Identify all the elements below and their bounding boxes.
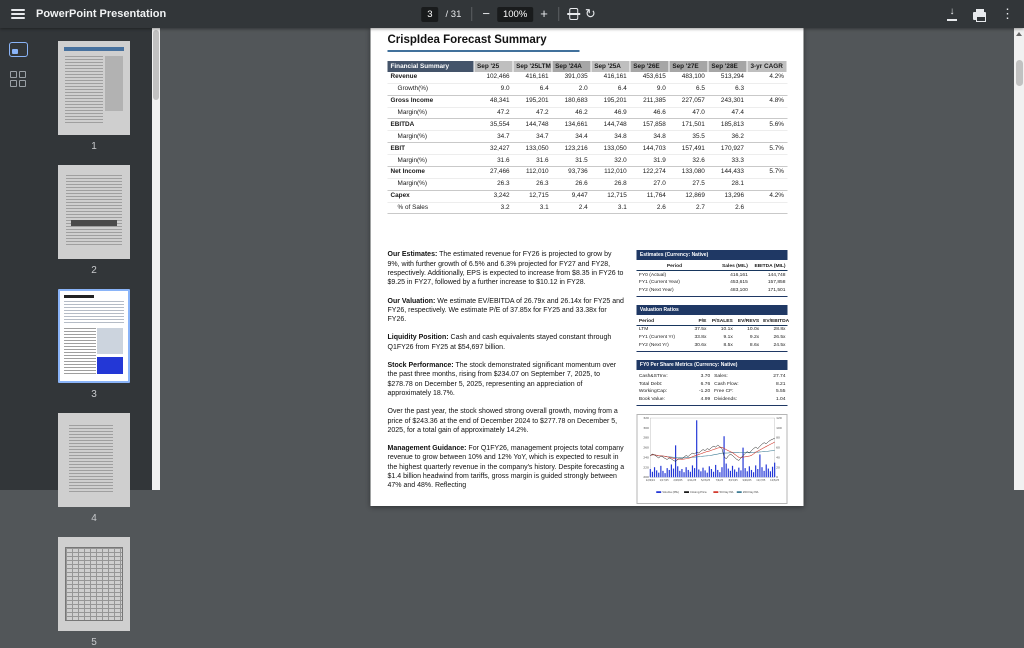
- svg-text:120: 120: [776, 416, 783, 421]
- scroll-up-arrow-icon[interactable]: [1016, 32, 1022, 36]
- fin-row: EBITDA 35,554 144,748 134,661 144,748 157,858 171,501 185,813 5.6%: [388, 119, 788, 131]
- side-table-row: FY2 (Next Yr) 30.6x 8.5x 8.6x 24.5x: [638, 342, 786, 348]
- valuation-ratios-table: [637, 305, 788, 352]
- toolbar-right: [946, 6, 1014, 22]
- document-viewer: [160, 28, 1014, 495]
- side-col-header: Period: [637, 318, 682, 326]
- side-table-row: Book Value: 4.99 Dividends: 1.04: [638, 397, 786, 403]
- svg-text:12/5/25: 12/5/25: [770, 479, 780, 483]
- valuation-ratios-header: Valuation Ratios: [637, 305, 788, 315]
- fin-row: Margin(%) 47.2 47.2 46.2 46.9 46.6 47.0 47.4: [388, 107, 788, 119]
- side-col-header: P/SALES: [708, 318, 734, 326]
- toolbar-divider: [471, 7, 472, 21]
- fin-col-header: Sep '28E: [708, 61, 747, 72]
- svg-text:100: 100: [776, 426, 783, 431]
- sidebar-icon-strip: [0, 28, 36, 490]
- analysis-paragraph: Our Valuation: We estimate EV/EBITDA of 26.79x and 26.14x for FY25 and FY26, respectively. We estimate P/E of 37.85x for FY25 and 33.38x for FY26.: [387, 297, 624, 324]
- fin-col-header: Sep '26E: [630, 61, 669, 72]
- svg-text:1/17/25: 1/17/25: [659, 479, 670, 483]
- download-icon[interactable]: ↓: [946, 7, 958, 21]
- fin-row: Margin(%) 34.7 34.7 34.4 34.8 34.8 35.5 36.2: [388, 131, 788, 143]
- side-table-row: FY2 (Next Year) 483,100 171,501: [638, 287, 786, 293]
- side-col-header: Sales (MIL): [712, 263, 750, 271]
- thumbnail-number: 4: [91, 513, 97, 524]
- svg-text:9/26/25: 9/26/25: [742, 479, 752, 483]
- grid-view-icon[interactable]: [7, 70, 29, 88]
- stock-price-chart: [638, 415, 786, 498]
- toolbar-center: [421, 7, 596, 22]
- svg-text:7/4/25: 7/4/25: [715, 479, 724, 483]
- thumbnails-view-icon[interactable]: [7, 40, 29, 58]
- print-icon[interactable]: [973, 12, 986, 20]
- thumbnail-panel: [36, 28, 152, 648]
- estimates-table-header: Estimates (Currency: Native): [637, 250, 788, 260]
- fin-col-header: Sep '25LTM: [513, 61, 552, 72]
- side-table-row: FY1 (Current Yr) 33.8x 9.1x 9.2x 26.5x: [638, 335, 786, 341]
- document-title: PowerPoint Presentation: [36, 8, 167, 20]
- analysis-paragraph: Our Estimates: The estimated revenue for FY26 is projected to grow by 9%, with further growth of 6.5% and 6.3% projected for FY27 and FY28, respectively. Additionally, EPS is expected to increase from $8.35 in FY26 to $9.25 in FY27, followed by a further increase to $10.12 in FY28.: [387, 251, 624, 287]
- side-col-header: P/E: [682, 318, 708, 326]
- stock-chart-container: [637, 414, 788, 504]
- thumbnail-image[interactable]: [58, 413, 130, 507]
- side-table-row: Total Debt: 6.76 Cash Flow: 8.21: [638, 381, 786, 387]
- fin-row: Revenue 102,466 416,161 391,035 416,161 453,615 483,100 513,294 4.2%: [388, 72, 788, 83]
- fin-row: Gross Income 48,341 195,201 180,683 195,201 211,385 227,057 243,301 4.8%: [388, 95, 788, 107]
- thumbnail-image[interactable]: [58, 289, 130, 383]
- side-table-row: Cash&STInv: 3.70 Sales: 27.74: [638, 374, 786, 380]
- side-tables-column: [637, 250, 788, 504]
- zoom-level[interactable]: 100%: [497, 7, 533, 22]
- svg-text:200: 200: [643, 475, 650, 480]
- toolbar-divider: [558, 7, 559, 21]
- fin-row: % of Sales 3.2 3.1 2.4 3.1 2.6 2.7 2.6: [388, 202, 788, 214]
- svg-text:Volume (MIL): Volume (MIL): [662, 491, 680, 495]
- side-table-row: FY1 (Current Year) 453,615 157,858: [638, 280, 786, 286]
- fin-row: Net Income 27,466 112,010 93,736 112,010 122,274 133,080 144,433 5.7%: [388, 166, 788, 178]
- menu-icon[interactable]: [11, 9, 25, 19]
- svg-text:50 Day MA: 50 Day MA: [719, 491, 734, 495]
- per-share-metrics-header: FY0 Per Share Metrics (Currency: Native): [637, 360, 788, 370]
- estimates-table: [637, 250, 788, 297]
- thumbnail-image[interactable]: [58, 165, 130, 259]
- thumbnail-page-4[interactable]: [55, 413, 133, 524]
- thumbnail-number: 3: [91, 389, 97, 400]
- fin-col-header: Sep '25: [474, 61, 513, 72]
- thumbnail-scrollbar[interactable]: [152, 28, 160, 490]
- svg-text:0: 0: [776, 475, 779, 480]
- fin-col-header: 3-yr CAGR: [747, 61, 787, 72]
- svg-text:200 Day MA: 200 Day MA: [743, 491, 759, 495]
- financial-summary-table: [388, 61, 788, 214]
- main-area: [0, 28, 1024, 648]
- svg-text:60: 60: [776, 445, 781, 450]
- svg-text:20: 20: [776, 465, 781, 470]
- side-table-row: LTM 37.5x 10.1x 10.0x 28.8x: [638, 327, 786, 333]
- thumbnail-page-5[interactable]: [55, 537, 133, 648]
- fin-col-header: Sep '27E: [669, 61, 708, 72]
- analysis-paragraph: Stock Performance: The stock demonstrated significant momentum over the past three months, rising from $234.07 on September 7, 2025, to $278.78 on December 5, 2025, representing an appreciation of approximately 18.7%.: [387, 362, 617, 397]
- document-scrollbar[interactable]: [1014, 28, 1024, 490]
- zoom-out-icon[interactable]: −: [482, 6, 490, 21]
- side-table-row: FY0 (Actual) 416,161 144,748: [638, 272, 786, 278]
- fit-page-icon[interactable]: [569, 8, 578, 20]
- thumbnail-number: 1: [91, 141, 97, 152]
- side-col-header: EV/EBITDA: [763, 319, 790, 325]
- fin-row: EBIT 32,427 133,050 123,216 133,050 144,703 157,491 170,927 5.7%: [388, 143, 788, 155]
- fin-row: Growth(%) 9.0 6.4 2.0 6.4 9.0 6.5 6.3: [388, 83, 788, 95]
- thumbnail-number: 2: [91, 265, 97, 276]
- svg-text:8/15/25: 8/15/25: [729, 479, 739, 483]
- side-col-header: EBITDA (MIL): [750, 263, 788, 271]
- rotate-icon[interactable]: ↻: [584, 6, 596, 21]
- zoom-in-icon[interactable]: +: [540, 6, 548, 21]
- more-menu-icon[interactable]: ⋮: [1001, 6, 1014, 21]
- svg-text:12/6/24: 12/6/24: [646, 479, 656, 483]
- svg-text:300: 300: [643, 426, 650, 431]
- fin-row: Margin(%) 26.3 26.3 26.6 26.8 27.0 27.5 28.1: [388, 178, 788, 190]
- thumbnail-page-3[interactable]: [55, 289, 133, 400]
- svg-text:4/11/25: 4/11/25: [687, 479, 697, 483]
- svg-text:220: 220: [643, 465, 650, 470]
- fin-col-header: Sep '25A: [591, 61, 630, 72]
- svg-text:40: 40: [776, 455, 781, 460]
- fin-col-header: Sep '24A: [552, 61, 591, 72]
- toolbar: [0, 0, 1024, 28]
- analysis-paragraph: Management Guidance: For Q1FY26, management projects total company revenue to grow between 10% and 12% YoY, which is expected to result in the highest quarterly revenue in the company's history. Despite forecasting a $1.4 billion headwind from tariffs, gross margin is guided strongly between 47% and 48%. Reflecting: [387, 445, 625, 490]
- fin-row: Capex 3,242 12,715 9,447 12,715 11,764 12,869 13,296 4.2%: [388, 190, 788, 202]
- fin-col-header: Financial Summary: [388, 61, 474, 72]
- document-scrollbar-thumb[interactable]: [1016, 60, 1023, 86]
- svg-text:80: 80: [776, 436, 781, 441]
- svg-text:Closing Price: Closing Price: [690, 491, 707, 495]
- side-table-row: WorkingCap: -1.20 Free CF: 5.55: [638, 389, 786, 395]
- analysis-paragraph: Over the past year, the stock showed strong overall growth, moving from a price of $243.36 at the end of December 2024 to $277.78 on December 5, 2025, for a total gain of approximately 14.2%.: [387, 408, 618, 434]
- svg-text:5/23/25: 5/23/25: [701, 479, 711, 483]
- toolbar-left: [0, 8, 166, 20]
- svg-text:280: 280: [643, 436, 650, 441]
- page-title: CrispIdea Forecast Summary: [387, 34, 547, 46]
- page-number-input[interactable]: 3: [421, 7, 438, 22]
- side-col-header: Period: [637, 263, 712, 271]
- thumbnail-page-1[interactable]: [55, 41, 133, 152]
- thumbnail-number: 5: [91, 637, 97, 648]
- svg-text:2/28/25: 2/28/25: [673, 479, 683, 483]
- content-columns: [371, 250, 804, 504]
- thumbnail-scrollbar-thumb[interactable]: [153, 30, 159, 100]
- thumbnail-page-2[interactable]: [55, 165, 133, 276]
- page-3: [371, 28, 804, 506]
- analysis-text-column: [388, 250, 625, 504]
- svg-text:11/7/25: 11/7/25: [756, 479, 766, 483]
- page-count-label: / 31: [445, 8, 462, 20]
- analysis-paragraph: Liquidity Position: Cash and cash equivalents stayed constant through Q1FY26 from FY25 at $54,697 billion.: [387, 334, 612, 351]
- thumbnail-image[interactable]: [58, 41, 130, 135]
- svg-text:240: 240: [643, 455, 650, 460]
- title-underline: [388, 50, 580, 52]
- per-share-metrics-table: [637, 360, 788, 406]
- side-col-header: EV/REVS: [735, 318, 761, 326]
- svg-text:320: 320: [643, 416, 650, 421]
- svg-text:260: 260: [643, 445, 650, 450]
- thumbnail-image[interactable]: [58, 537, 130, 631]
- fin-row: Margin(%) 31.6 31.6 31.5 32.0 31.9 32.6 33.3: [388, 155, 788, 167]
